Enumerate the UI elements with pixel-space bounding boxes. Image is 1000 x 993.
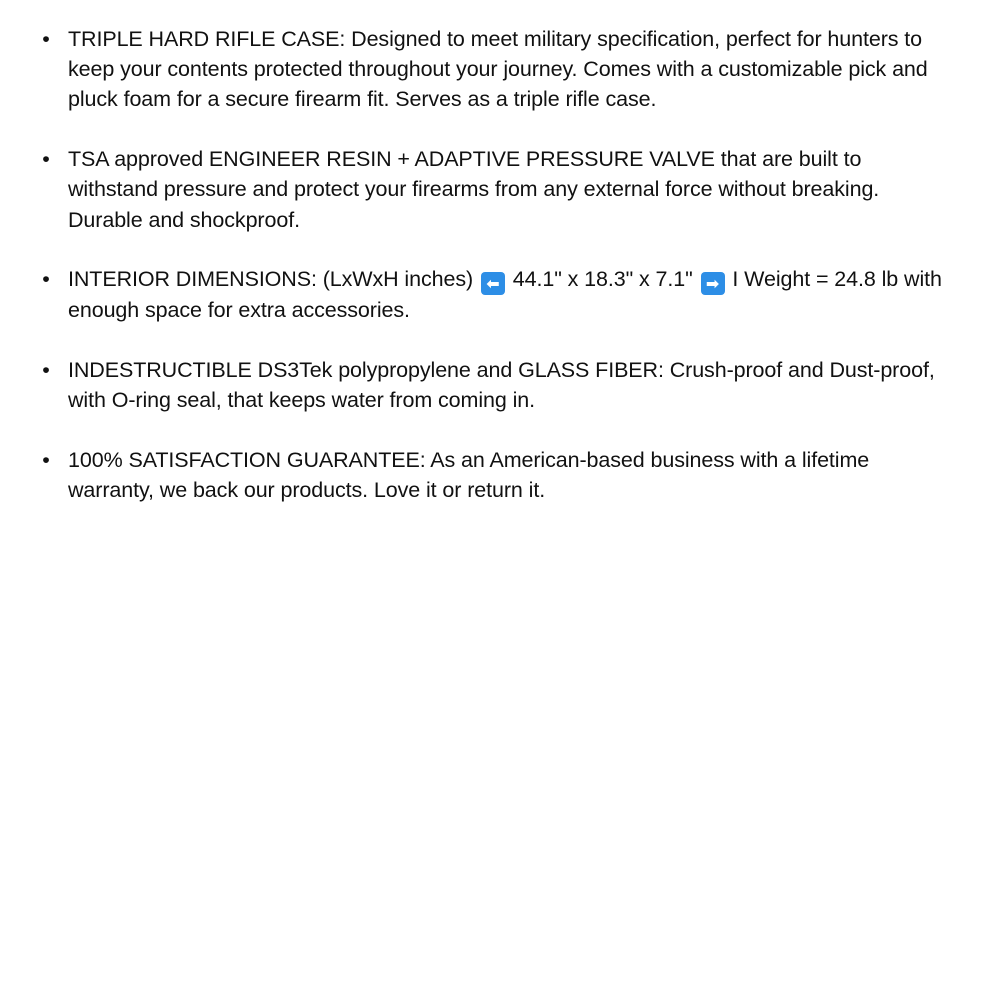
bullet-text: TRIPLE HARD RIFLE CASE: Designed to meet military specification, perfect for hunters to keep your contents protected throughout your journey. Comes with a customizable pick and pluck foam for a secure firearm fit. Serves as a triple rifle case.: [68, 27, 928, 112]
bullet-text: 100% SATISFACTION GUARANTEE: As an American-based business with a lifetime warranty, we back our products. Love it or return it.: [68, 447, 870, 503]
bullet-item-guarantee: [0, 445, 1000, 505]
dimensions-value: 44.1" x 18.3" x 7.1": [512, 267, 693, 292]
dimensions-label: INTERIOR DIMENSIONS: (LxWxH inches): [68, 267, 474, 292]
bullet-item-indestructible: [0, 355, 1000, 415]
bullet-item-interior-dimensions: [0, 264, 1000, 325]
bullet-icon: •: [42, 267, 50, 292]
bullet-item-triple-case: [0, 24, 1000, 115]
feature-bullet-list: [0, 24, 1000, 535]
right-arrow-icon: ➡: [701, 272, 725, 295]
left-arrow-icon: ⬅: [481, 272, 505, 295]
bullet-icon: •: [42, 357, 50, 382]
bullet-icon: •: [42, 447, 50, 472]
bullet-icon: •: [42, 147, 50, 172]
bullet-item-tsa-approved: [0, 144, 1000, 235]
weight-text: I Weight = 24.8 lb with enough space for extra accessories.: [68, 267, 942, 323]
bullet-icon: •: [42, 27, 50, 51]
bullet-text: INDESTRUCTIBLE DS3Tek polypropylene and GLASS FIBER: Crush-proof and Dust-proof, with O-ring seal, that keeps water from coming in.: [68, 357, 935, 413]
bullet-text: TSA approved ENGINEER RESIN + ADAPTIVE PRESSURE VALVE that are built to withstand pressure and protect your firearms from any external force without breaking. Durable and shockproof.: [68, 147, 880, 232]
